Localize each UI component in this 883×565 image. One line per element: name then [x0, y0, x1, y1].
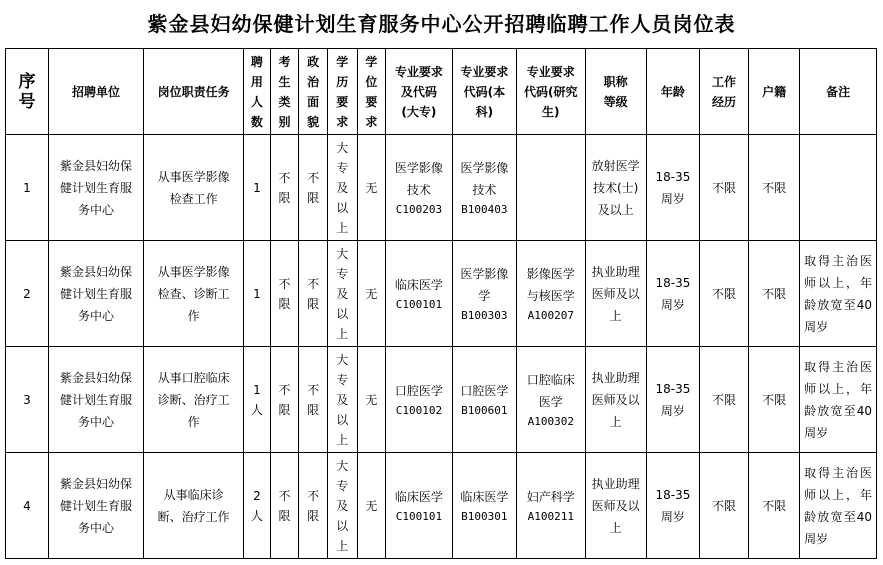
cell-seq: 1 [6, 135, 49, 241]
cell-hukou: 不限 [749, 453, 800, 559]
cell-education: 大专及以上 [327, 241, 357, 347]
table-row [6, 241, 877, 347]
cell-political: 不限 [299, 241, 328, 347]
cell-major-college: 医学影像技术 C100203 [386, 135, 452, 241]
header-title-level: 职称等级 [585, 49, 646, 135]
cell-major-bachelor: 临床医学 B100301 [452, 453, 516, 559]
cell-remark: 取得主治医师以上，年龄放宽至40周岁 [800, 453, 877, 559]
cell-unit: 紫金县妇幼保健计划生育服务中心 [48, 453, 143, 559]
cell-major-bachelor: 医学影像技术 B100403 [452, 135, 516, 241]
table-row [6, 347, 877, 453]
cell-count: 1 [244, 241, 271, 347]
cell-degree: 无 [357, 135, 386, 241]
cell-title-level: 执业助理医师及以上 [585, 347, 646, 453]
cell-experience: 不限 [700, 135, 749, 241]
cell-hukou: 不限 [749, 241, 800, 347]
cell-education: 大专及以上 [327, 135, 357, 241]
cell-count: 1 [244, 135, 271, 241]
cell-category: 不限 [270, 347, 299, 453]
cell-remark: 取得主治医师以上，年龄放宽至40周岁 [800, 347, 877, 453]
header-category: 考生类别 [270, 49, 299, 135]
cell-major-grad: 妇产科学 A100211 [517, 453, 585, 559]
cell-unit: 紫金县妇幼保健计划生育服务中心 [48, 241, 143, 347]
cell-seq: 3 [6, 347, 49, 453]
cell-duty: 从事医学影像检查、诊断工作 [143, 241, 243, 347]
cell-title-level: 执业助理医师及以上 [585, 453, 646, 559]
cell-title-level: 执业助理医师及以上 [585, 241, 646, 347]
cell-degree: 无 [357, 453, 386, 559]
header-row [6, 49, 877, 135]
cell-major-grad [517, 135, 585, 241]
header-political: 政治面貌 [299, 49, 328, 135]
header-remark: 备注 [800, 49, 877, 135]
cell-hukou: 不限 [749, 135, 800, 241]
header-major-grad: 专业要求代码(研究生) [517, 49, 585, 135]
cell-education: 大专及以上 [327, 453, 357, 559]
cell-unit: 紫金县妇幼保健计划生育服务中心 [48, 347, 143, 453]
cell-education: 大专及以上 [327, 347, 357, 453]
header-hukou: 户籍 [749, 49, 800, 135]
cell-major-grad: 口腔临床医学 A100302 [517, 347, 585, 453]
header-age: 年龄 [646, 49, 699, 135]
cell-seq: 2 [6, 241, 49, 347]
cell-category: 不限 [270, 135, 299, 241]
cell-duty: 从事临床诊断、治疗工作 [143, 453, 243, 559]
header-major-bachelor: 专业要求代码(本科) [452, 49, 516, 135]
header-duty: 岗位职责任务 [143, 49, 243, 135]
cell-category: 不限 [270, 241, 299, 347]
cell-degree: 无 [357, 347, 386, 453]
header-unit: 招聘单位 [48, 49, 143, 135]
cell-unit: 紫金县妇幼保健计划生育服务中心 [48, 135, 143, 241]
table-row [6, 453, 877, 559]
cell-major-grad: 影像医学与核医学 A100207 [517, 241, 585, 347]
cell-political: 不限 [299, 135, 328, 241]
cell-duty: 从事口腔临床诊断、治疗工作 [143, 347, 243, 453]
cell-major-bachelor: 口腔医学 B100601 [452, 347, 516, 453]
cell-major-bachelor: 医学影像学 B100303 [452, 241, 516, 347]
cell-title-level: 放射医学技术(士)及以上 [585, 135, 646, 241]
cell-experience: 不限 [700, 241, 749, 347]
cell-duty: 从事医学影像检查工作 [143, 135, 243, 241]
cell-major-college: 口腔医学 C100102 [386, 347, 452, 453]
cell-seq: 4 [6, 453, 49, 559]
cell-age: 18-35周岁 [646, 135, 699, 241]
header-seq: 序号 [6, 49, 49, 135]
header-count: 聘用人数 [244, 49, 271, 135]
cell-age: 18-35周岁 [646, 453, 699, 559]
table-row [6, 135, 877, 241]
cell-political: 不限 [299, 453, 328, 559]
cell-experience: 不限 [700, 347, 749, 453]
cell-political: 不限 [299, 347, 328, 453]
cell-count: 1人 [244, 347, 271, 453]
cell-degree: 无 [357, 241, 386, 347]
cell-major-college: 临床医学 C100101 [386, 453, 452, 559]
header-major-college: 专业要求及代码(大专) [386, 49, 452, 135]
header-degree: 学位要求 [357, 49, 386, 135]
cell-category: 不限 [270, 453, 299, 559]
header-education: 学历要求 [327, 49, 357, 135]
header-experience: 工作经历 [700, 49, 749, 135]
cell-major-college: 临床医学 C100101 [386, 241, 452, 347]
page-title: 紫金县妇幼保健计划生育服务中心公开招聘临聘工作人员岗位表 [147, 12, 736, 36]
cell-remark: 取得主治医师以上，年龄放宽至40周岁 [800, 241, 877, 347]
cell-experience: 不限 [700, 453, 749, 559]
cell-age: 18-35周岁 [646, 241, 699, 347]
cell-remark [800, 135, 877, 241]
job-table [5, 48, 877, 559]
cell-age: 18-35周岁 [646, 347, 699, 453]
cell-hukou: 不限 [749, 347, 800, 453]
cell-count: 2人 [244, 453, 271, 559]
